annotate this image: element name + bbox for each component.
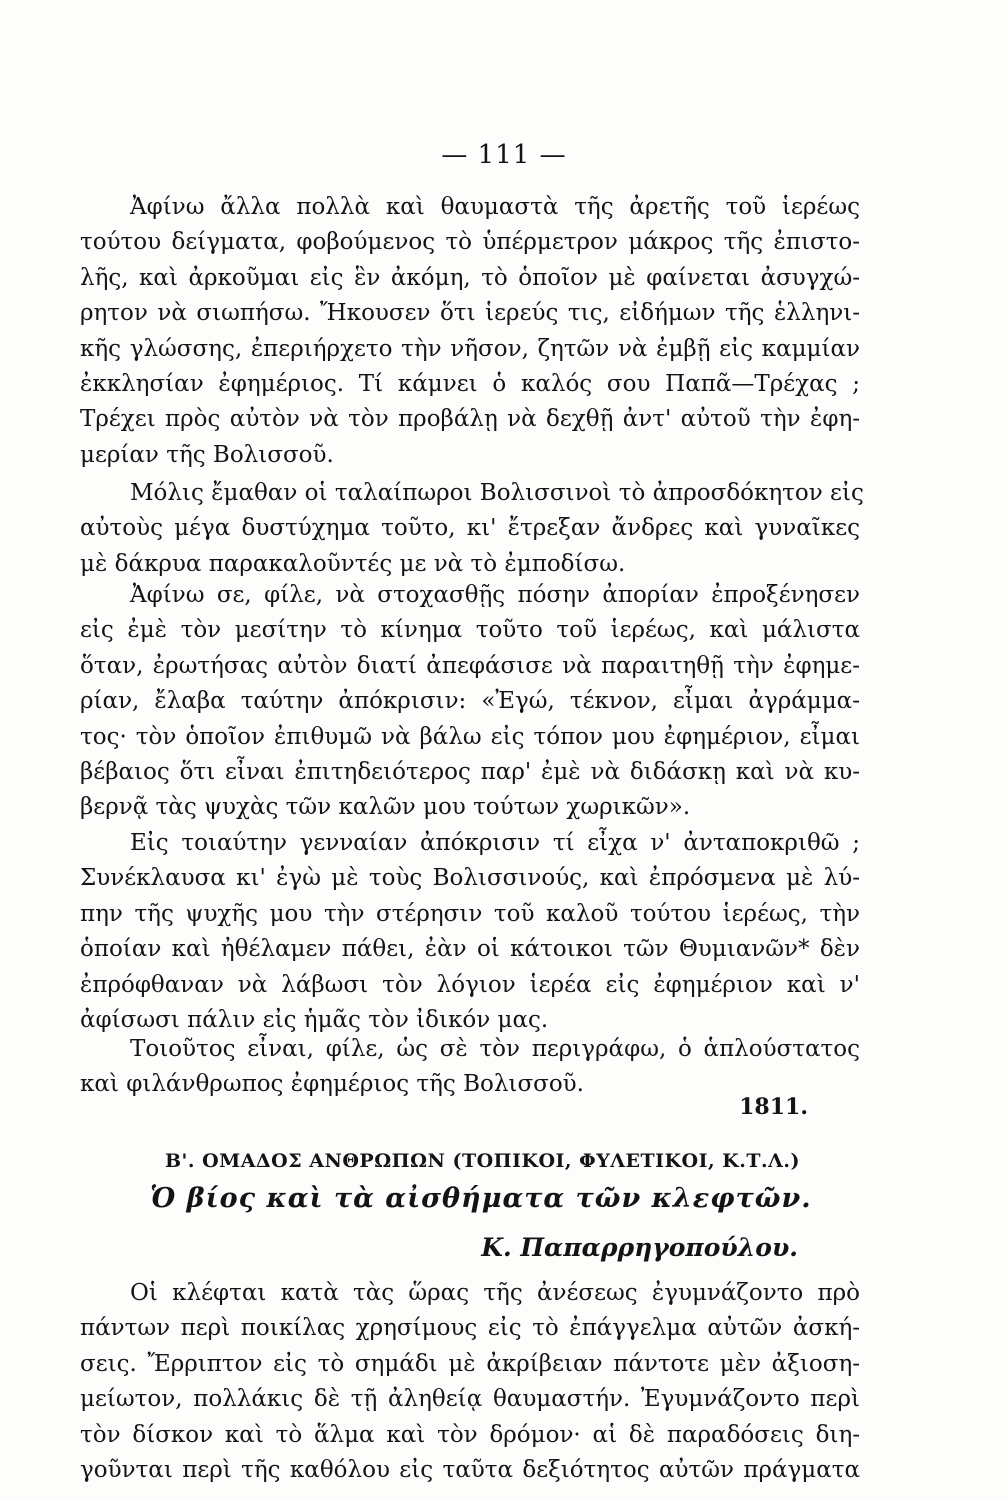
paragraph-1 <box>80 190 860 473</box>
text-line: Οἱ κλέφται κατὰ τὰς ὥρας τῆς ἀνέσεως ἐγυμνάζοντο πρὸ <box>130 1280 860 1306</box>
text-line: κῆς γλώσσης, ἐπεριήρχετο τὴν νῆσον, ζητῶν νὰ ἐμβῇ εἰς καμμίαν <box>80 335 860 362</box>
text-line: αὐτοὺς μέγα δυστύχημα τοῦτο, κι' ἔτρεξαν ἄνδρες καὶ γυναῖκες <box>80 515 860 542</box>
paragraph-5 <box>80 1032 860 1103</box>
text-line: ρίαν, ἔλαβα ταύτην ἀπόκρισιν: «Ἐγώ, τέκνον, εἶμαι ἀγράμμα- <box>80 688 860 715</box>
text-line: τούτου δείγματα, φοβούμενος τὸ ὑπέρμετρον μάκρος τῆς ἐπιστο- <box>80 229 860 256</box>
text-line: μείωτον, πολλάκις δὲ τῇ ἀληθείᾳ θαυμαστήν. Ἐγυμνάζοντο περὶ <box>80 1386 860 1413</box>
text-line: μὲ δάκρυα παρακαλοῦντές με νὰ τὸ ἐμποδίσω. <box>80 550 626 577</box>
text-line: βερνᾷ τὰς ψυχὰς τῶν καλῶν μου τούτων χωρικῶν». <box>80 794 691 821</box>
paragraph-4 <box>80 826 860 1038</box>
paragraph-3 <box>80 578 860 826</box>
article-paragraph <box>80 1276 860 1488</box>
text-line: Ἀφίνω σε, φίλε, νὰ στοχασθῇς πόσην ἀπορίαν ἐπροξένησεν <box>130 582 860 608</box>
letter-year: 1811. <box>739 1094 808 1120</box>
text-line: Μόλις ἔμαθαν οἱ ταλαίπωροι Βολισσινοὶ τὸ ἀπροσδόκητον εἰς <box>130 480 864 506</box>
page-number: — 111 — <box>441 140 567 170</box>
text-line: σεις. Ἔρριπτον εἰς τὸ σημάδι μὲ ἀκρίβειαν πάντοτε μὲν ἀξιοση- <box>80 1350 860 1377</box>
article-author: Κ. Παπαρρηγοπούλου. <box>481 1233 798 1262</box>
text-line: Συνέκλαυσα κι' ἐγὼ μὲ τοὺς Βολισσινούς, καὶ ἐπρόσμενα μὲ λύ- <box>80 865 860 892</box>
text-line: γοῦνται περὶ τῆς καθόλου εἰς ταῦτα δεξιότητος αὐτῶν πράγματα <box>80 1456 860 1483</box>
text-line: πην τῆς ψυχῆς μου τὴν στέρησιν τοῦ καλοῦ τούτου ἱερέως, τὴν <box>80 900 860 927</box>
text-line: ρητον νὰ σιωπήσω. Ἤκουσεν ὅτι ἱερεύς τις, εἰδήμων τῆς ἑλληνι- <box>80 300 860 327</box>
text-line: βέβαιος ὅτι εἶναι ἐπιτηδειότερος παρ' ἐμὲ νὰ διδάσκῃ καὶ νὰ κυ- <box>80 758 860 785</box>
text-line: Τρέχει πρὸς αὐτὸν νὰ τὸν προβάλῃ νὰ δεχθῇ ἀντ' αὐτοῦ τὴν ἐφη- <box>80 406 860 433</box>
text-line: Τοιοῦτος εἶναι, φίλε, ὡς σὲ τὸν περιγράφω, ὁ ἁπλούστατος <box>130 1036 860 1062</box>
text-line: ἐπρόφθαναν νὰ λάβωσι τὸν λόγιον ἱερέα εἰς ἐφημέριον καὶ ν' <box>80 971 860 998</box>
paragraph-2 <box>80 476 864 582</box>
text-line: τὸν δίσκον καὶ τὸ ἅλμα καὶ τὸν δρόμον· αἱ δὲ παραδόσεις διη- <box>80 1421 860 1448</box>
text-line: Εἰς τοιαύτην γενναίαν ἀπόκρισιν τί εἶχα ν' ἀνταποκριθῶ ; <box>130 830 860 856</box>
text-line: ἐκκλησίαν ἐφημέριος. Τί κάμνει ὁ καλός σου Παπᾶ—Τρέχας ; <box>80 370 860 397</box>
text-line: λῆς, καὶ ἀρκοῦμαι εἰς ἓν ἀκόμη, τὸ ὁποῖον μὲ φαίνεται ἀσυγχώ- <box>80 264 860 291</box>
article-title: Ὁ βίος καὶ τὰ αἰσθήματα τῶν κλεφτῶν. <box>150 1183 812 1214</box>
text-line: ἀφίσωσι πάλιν εἰς ἡμᾶς τὸν ἰδικόν μας. <box>80 1006 549 1033</box>
text-line: μερίαν τῆς Βολισσοῦ. <box>80 441 334 468</box>
section-heading: Β'. ΟΜΑΔΟΣ ΑΝΘΡΩΠΩΝ (ΤΟΠΙΚΟΙ, ΦΥΛΕΤΙΚΟΙ, Κ.Τ.Λ.) <box>165 1150 800 1172</box>
text-line: εἰς ἐμὲ τὸν μεσίτην τὸ κίνημα τοῦτο τοῦ ἱερέως, καὶ μάλιστα <box>80 617 860 644</box>
text-line: ὁποίαν καὶ ἠθέλαμεν πάθει, ἐὰν οἱ κάτοικοι τῶν Θυμιανῶν* δὲν <box>80 936 860 963</box>
text-line: Ἀφίνω ἄλλα πολλὰ καὶ θαυμαστὰ τῆς ἀρετῆς τοῦ ἱερέως <box>130 194 860 220</box>
text-line: καὶ φιλάνθρωπος ἐφημέριος τῆς Βολισσοῦ. <box>80 1071 584 1098</box>
text-line: τος· τὸν ὁποῖον ἐπιθυμῶ νὰ βάλω εἰς τόπον μου ἐφημέριον, εἶμαι <box>80 723 860 750</box>
text-line: ὅταν, ἐρωτήσας αὐτὸν διατί ἀπεφάσισε νὰ παραιτηθῇ τὴν ἐφημε- <box>80 652 860 679</box>
text-line: πάντων περὶ ποικίλας χρησίμους εἰς τὸ ἐπάγγελμα αὐτῶν ἀσκή- <box>80 1315 860 1342</box>
